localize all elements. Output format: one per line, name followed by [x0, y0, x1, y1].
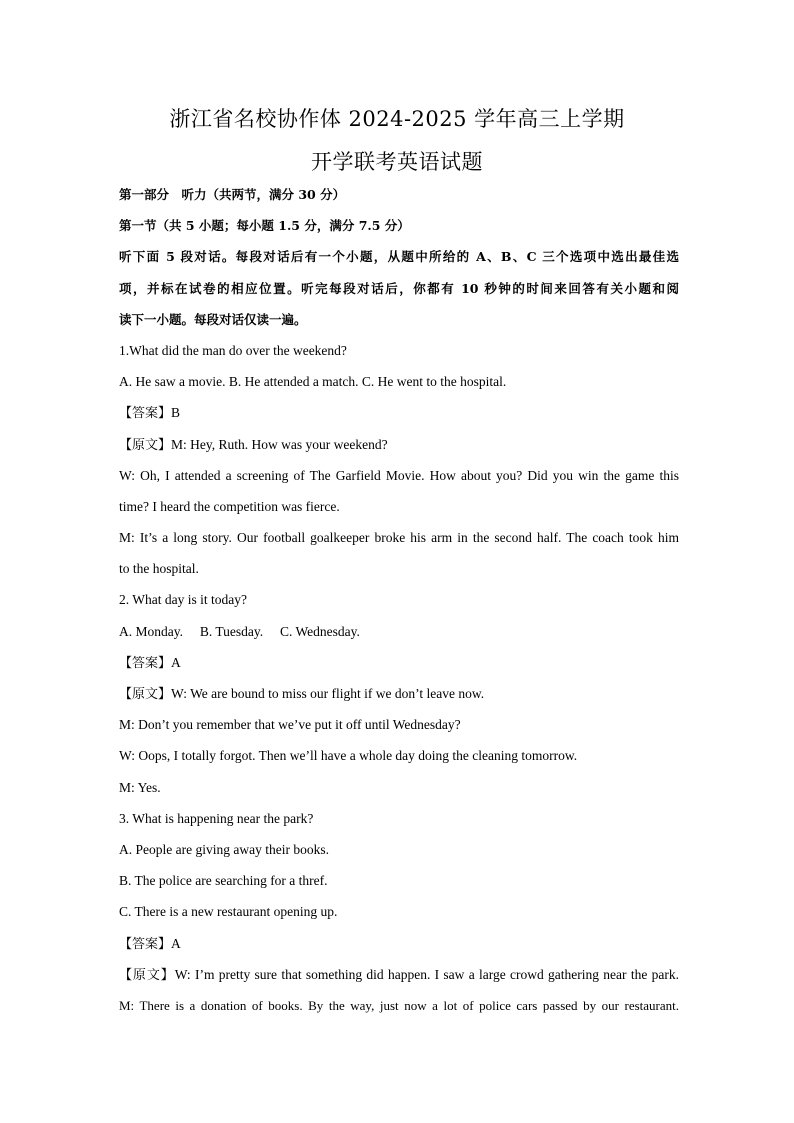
- q3-option-c: C. There is a new restaurant opening up.: [119, 904, 338, 919]
- q3-question: 3. What is happening near the park?: [119, 811, 314, 826]
- q3-option-b: B. The police are searching for a thref.: [119, 873, 328, 888]
- q2-script-text-1: W: We are bound to miss our flight if we don’t leave now.: [171, 686, 485, 701]
- q3-script-line-1: [119, 966, 679, 985]
- script-tag: 【原文】: [119, 438, 172, 453]
- title-line-2: 开学联考英语试题: [311, 150, 483, 174]
- q2-answer: A: [171, 655, 181, 670]
- q2-question: 2. What day is it today?: [119, 592, 247, 607]
- q2-script-line-1: [119, 685, 679, 704]
- q2-script-line-3: W: Oops, I totally forgot. Then we’ll have a whole day doing the cleaning tomorrow.: [119, 748, 578, 763]
- q1-script-text-1: M: Hey, Ruth. How was your weekend?: [171, 437, 388, 452]
- q2-script-line-2: M: Don’t you remember that we’ve put it off until Wednesday?: [119, 717, 461, 732]
- q2-options: A. Monday. B. Tuesday. C. Wednesday.: [119, 624, 360, 639]
- q1-question: 1.What did the man do over the weekend?: [119, 343, 347, 358]
- q2-script-line-4: M: Yes.: [119, 780, 161, 795]
- answer-tag: 【答案】: [119, 656, 172, 671]
- q1-answer-line: [119, 404, 679, 423]
- q1-script-line-2: W: Oh, I attended a screening of The Garfield Movie. How about you? Did you win the game this: [119, 468, 679, 483]
- answer-tag: 【答案】: [119, 406, 172, 421]
- section1-heading: 第一节（共 5 小题；每小题 1.5 分，满分 7.5 分）: [119, 218, 410, 233]
- q3-answer: A: [171, 936, 181, 951]
- title-line-1: 浙江省名校协作体 2024-2025 学年高三上学期: [169, 107, 625, 131]
- q1-script-line-5: to the hospital.: [119, 561, 199, 576]
- script-tag: 【原文】: [119, 968, 175, 983]
- q3-option-a: A. People are giving away their books.: [119, 842, 329, 857]
- instruction-line-2: 项，并标在试卷的相应位置。听完每段对话后，你都有 10 秒钟的时间来回答有关小题和阅: [119, 281, 679, 296]
- q1-options: A. He saw a movie. B. He attended a match. C. He went to the hospital.: [119, 374, 507, 389]
- q1-script-line-3: time? I heard the competition was fierce.: [119, 499, 340, 514]
- script-tag: 【原文】: [119, 687, 172, 702]
- q3-answer-line: [119, 935, 679, 954]
- q1-script-line-4: M: It’s a long story. Our football goalkeeper broke his arm in the second half. The coach took him: [119, 530, 679, 545]
- answer-tag: 【答案】: [119, 937, 172, 952]
- instruction-line-3: 读下一小题。每段对话仅读一遍。: [119, 312, 307, 327]
- q1-script-line-1: [119, 436, 679, 455]
- instruction-line-1: 听下面 5 段对话。每段对话后有一个小题，从题中所给的 A、B、C 三个选项中选出最佳选: [119, 249, 679, 264]
- q3-script-line-2: M: There is a donation of books. By the way, just now a lot of police cars passed by our restaurant.: [119, 998, 679, 1013]
- part1-heading: 第一部分 听力（共两节，满分 30 分）: [119, 187, 346, 202]
- q2-answer-line: [119, 654, 679, 673]
- q1-answer: B: [171, 405, 181, 420]
- q3-script-text-1: W: I’m pretty sure that something did happen. I saw a large crowd gathering near the park.: [174, 967, 679, 982]
